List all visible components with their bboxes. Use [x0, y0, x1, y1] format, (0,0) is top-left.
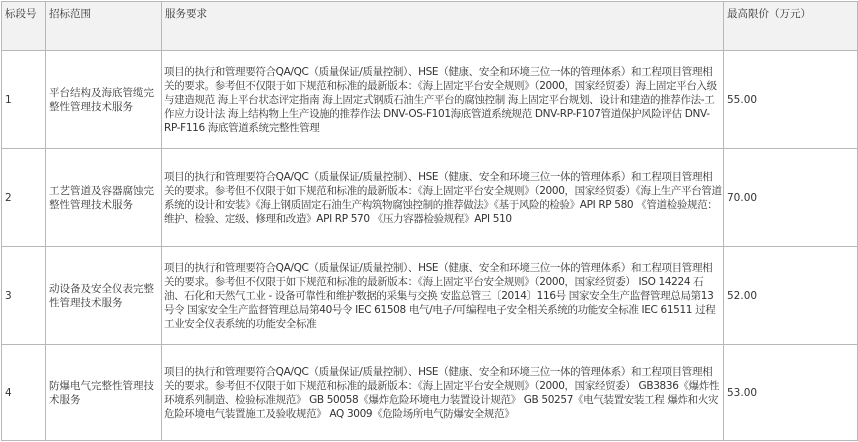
requirements-cell: 项目的执行和管理要符合QA/QC（质量保证/质量控制）、HSE（健康、安全和环境三位一体的管理体系）和工程项目管理相关的要求。参考但不仅限于如下规范和标准的最新版本：《海上固定平台安全规则》（2000，国家经贸委）海上固定平台入级与建造规范 海上平台状态评定指南 海上固定式钢质石油生产平台的腐蚀控制 海上固定平台规划、设计和建造的推荐作法-工作应力设计法 海上结构物上生产设施的推荐作法 DNV-OS-F101海底管道系统规范 DNV-RP-F107管道保护风险评估 DNV-RP-F116 海底管道系统完整性管理 [162, 51, 724, 149]
header-requirements: 服务要求 [162, 2, 724, 51]
scope-cell: 工艺管道及容器腐蚀完整性管理技术服务 [46, 149, 162, 247]
scope-cell: 防爆电气完整性管理技术服务 [46, 345, 162, 441]
table-header-row [2, 2, 858, 51]
table-row [2, 149, 858, 247]
header-max-price: 最高限价（万元） [724, 2, 858, 51]
section-no-cell: 2 [2, 149, 46, 247]
table-row [2, 247, 858, 345]
section-no-cell: 3 [2, 247, 46, 345]
table-row [2, 345, 858, 441]
scope-cell: 平台结构及海底管缆完整性管理技术服务 [46, 51, 162, 149]
section-no-cell: 4 [2, 345, 46, 441]
requirements-cell: 项目的执行和管理要符合QA/QC（质量保证/质量控制）、HSE（健康、安全和环境三位一体的管理体系）和工程项目管理相关的要求。参考但不仅限于如下规范和标准的最新版本：《海上固定平台安全规则》（2000，国家经贸委） ISO 14224 石油、石化和天然气工业 - 设备可靠性和维护数据的采集与交换 安监总管三〔2014〕116号 国家安全生产监督管理总局第13号令 国家安全生产监督管理总局第40号令 IEC 61508 电气/电子/可编程电子安全相关系统的功能安全标准 IEC 61511 过程工业安全仪表系统的功能安全标准 [162, 247, 724, 345]
section-no-cell: 1 [2, 51, 46, 149]
scope-cell: 动设备及安全仪表完整性管理技术服务 [46, 247, 162, 345]
requirements-cell: 项目的执行和管理要符合QA/QC（质量保证/质量控制）、HSE（健康、安全和环境三位一体的管理体系）和工程项目管理相关的要求。参考但不仅限于如下规范和标准的最新版本：《海上固定平台安全规则》（2000，国家经贸委） GB3836《爆炸性环境系列制造、检验标准规范》 GB 50058《爆炸危险环境电力装置设计规范》 GB 50257《电气装置安装工程 爆炸和火灾危险环境电气装置施工及验收规范》 AQ 3009《危险场所电气防爆安全规范》 [162, 345, 724, 441]
header-scope: 招标范围 [46, 2, 162, 51]
table-row [2, 51, 858, 149]
max-price-cell: 52.00 [724, 247, 858, 345]
header-section-no: 标段号 [2, 2, 46, 51]
max-price-cell: 70.00 [724, 149, 858, 247]
requirements-cell: 项目的执行和管理要符合QA/QC（质量保证/质量控制）、HSE（健康、安全和环境三位一体的管理体系）和工程项目管理相关的要求。参考但不仅限于如下规范和标准的最新版本：《海上固定平台安全规则》（2000，国家经贸委）《海上生产平台管道系统的设计和安装》《海上钢质固定石油生产构筑物腐蚀控制的推荐做法》《基于风险的检验》API RP 580 《管道检验规范：维护、检验、定级、修理和改造》API RP 570 《压力容器检验规程》API 510 [162, 149, 724, 247]
max-price-cell: 53.00 [724, 345, 858, 441]
bid-sections-table [1, 1, 858, 441]
max-price-cell: 55.00 [724, 51, 858, 149]
